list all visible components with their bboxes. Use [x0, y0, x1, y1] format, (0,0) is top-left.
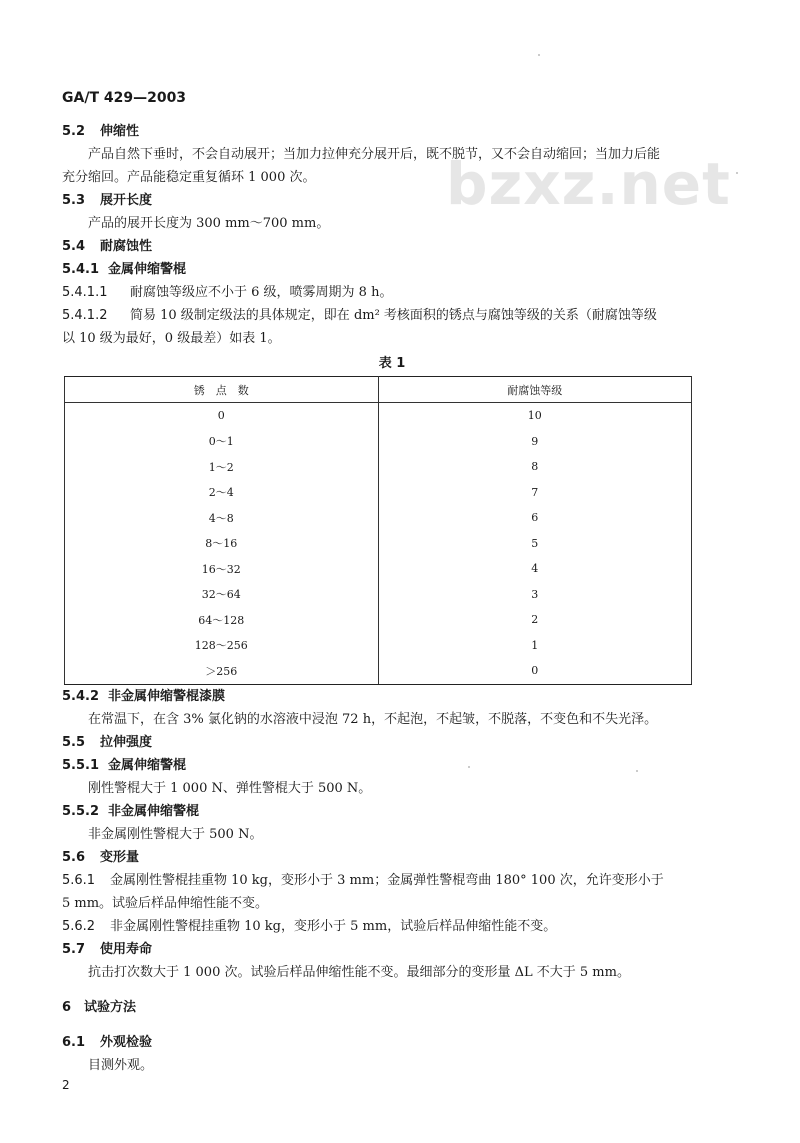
watermark: bzxz.net [446, 150, 731, 218]
table-row [65, 607, 692, 633]
cell-grade: 6 [378, 505, 692, 531]
standard-code: GA/T 429—2003 [62, 90, 187, 106]
clause-number: 5.4.1.1 [62, 285, 108, 300]
cell-rust-points: 128～256 [65, 633, 379, 659]
cell-grade: 1 [378, 633, 692, 659]
cell-rust-points: 64～128 [65, 607, 379, 633]
clause-text: 耐腐蚀等级应不小于 6 级，喷雾周期为 8 h。 [130, 285, 393, 300]
cell-rust-points: ＞256 [65, 658, 379, 684]
clause-number: 5.6.1 [62, 872, 96, 888]
section-heading-5-5 [62, 731, 722, 754]
section-heading-5-4 [62, 235, 722, 258]
section-heading-5-6 [62, 846, 722, 869]
cell-rust-points: 32～64 [65, 582, 379, 608]
section-heading-5-2 [62, 120, 722, 143]
section-heading-5-3 [62, 189, 722, 212]
clause-5-4-1-1 [62, 281, 722, 304]
section-title: 拉伸强度 [100, 734, 153, 750]
clause-5-6-1 [62, 869, 722, 892]
section-heading-5-5-2 [62, 800, 722, 823]
cell-rust-points: 16～32 [65, 556, 379, 582]
table-row [65, 531, 692, 557]
section-number: 5.5.1 [62, 757, 100, 773]
table-header-row [65, 377, 692, 403]
cell-grade: 2 [378, 607, 692, 633]
clause-5-4-1-2 [62, 304, 722, 327]
cell-rust-points: 0～1 [65, 429, 379, 455]
paragraph-continuation: 以 10 级为最好，0 级最差）如表 1。 [62, 331, 281, 346]
cell-grade: 4 [378, 556, 692, 582]
cell-grade: 7 [378, 480, 692, 506]
section-title: 变形量 [100, 849, 140, 865]
section-number: 5.6 [62, 849, 86, 865]
section-number: 5.4.1 [62, 262, 100, 277]
section-number: 5.5.2 [62, 803, 100, 819]
paragraph-continuation: 充分缩回。产品能稳定重复循环 1 000 次。 [62, 170, 316, 185]
page-number: 2 [62, 1078, 70, 1092]
section-number: 5.4 [62, 239, 86, 254]
section-title: 金属伸缩警棍 [108, 262, 187, 277]
paragraph: 刚性警棍大于 1 000 N、弹性警棍大于 500 N。 [88, 780, 372, 796]
section-number: 5.2 [62, 124, 86, 139]
table-row [65, 633, 692, 659]
column-header-corrosion-grade: 耐腐蚀等级 [378, 377, 692, 403]
cell-grade: 3 [378, 582, 692, 608]
table-row [65, 480, 692, 506]
section-title: 非金属伸缩警棍 [108, 803, 200, 819]
table-row [65, 505, 692, 531]
cell-rust-points: 8～16 [65, 531, 379, 557]
section-number: 5.5 [62, 734, 86, 750]
rust-grade-table [64, 376, 692, 685]
paragraph: 目测外观。 [88, 1057, 154, 1073]
table-row [65, 582, 692, 608]
cell-rust-points: 2～4 [65, 480, 379, 506]
section-number: 6.1 [62, 1034, 86, 1050]
section-heading-6-1 [62, 1031, 722, 1054]
cell-grade: 8 [378, 454, 692, 480]
table-row [65, 454, 692, 480]
clause-5-6-2 [62, 915, 722, 938]
section-heading-5-4-1 [62, 258, 722, 281]
section-number: 5.3 [62, 193, 86, 208]
clause-text: 简易 10 级制定级法的具体规定，即在 dm² 考核面积的锈点与腐蚀等级的关系（耐腐蚀等级 [130, 308, 657, 323]
section-title: 外观检验 [100, 1034, 153, 1050]
paragraph: 非金属刚性警棍大于 500 N。 [88, 826, 263, 842]
cell-grade: 10 [378, 403, 692, 429]
clause-text: 非金属刚性警棍挂重物 10 kg，变形小于 5 mm，试验后样品伸缩性能不变。 [110, 918, 557, 934]
table-row [65, 658, 692, 684]
table-title: 表 1 [378, 356, 406, 371]
table-row [65, 556, 692, 582]
section-title: 伸缩性 [100, 124, 140, 139]
section-title: 使用寿命 [100, 941, 153, 957]
paragraph: 在常温下，在含 3% 氯化钠的水溶液中浸泡 72 h，不起泡，不起皱，不脱落，不变色和不失光泽。 [88, 711, 658, 727]
scan-speck [538, 54, 540, 56]
cell-rust-points: 1～2 [65, 454, 379, 480]
cell-grade: 0 [378, 658, 692, 684]
paragraph: 抗击打次数大于 1 000 次。试验后样品伸缩性能不变。最细部分的变形量 ΔL 不大于 5 mm。 [88, 964, 630, 980]
section-title: 试验方法 [84, 999, 137, 1015]
cell-rust-points: 0 [65, 403, 379, 429]
clause-text: 金属刚性警棍挂重物 10 kg，变形小于 3 mm；金属弹性警棍弯曲 180° 100 次，允许变形小于 [110, 872, 664, 888]
section-title: 展开长度 [100, 193, 153, 208]
section-title: 非金属伸缩警棍漆膜 [108, 688, 226, 704]
cell-grade: 9 [378, 429, 692, 455]
scan-speck [736, 172, 738, 174]
section-number: 5.7 [62, 941, 86, 957]
section-title: 耐腐蚀性 [100, 239, 153, 254]
cell-grade: 5 [378, 531, 692, 557]
section-heading-5-5-1 [62, 754, 722, 777]
section-heading-5-4-2 [62, 685, 722, 708]
section-heading-5-7 [62, 938, 722, 961]
paragraph: 产品的展开长度为 300 mm～700 mm。 [88, 216, 330, 231]
main-content [62, 120, 722, 1077]
column-header-rust-points: 锈 点 数 [65, 377, 379, 403]
clause-number: 5.4.1.2 [62, 308, 108, 323]
section-title: 金属伸缩警棍 [108, 757, 187, 773]
paragraph-continuation: 5 mm。试验后样品伸缩性能不变。 [62, 895, 269, 911]
clause-number: 5.6.2 [62, 918, 96, 934]
section-number: 6 [62, 999, 72, 1015]
paragraph: 产品自然下垂时，不会自动展开；当加力拉伸充分展开后，既不脱节，又不会自动缩回；当加力后能 [88, 147, 661, 162]
table-row [65, 429, 692, 455]
section-heading-6 [62, 996, 722, 1019]
cell-rust-points: 4～8 [65, 505, 379, 531]
section-number: 5.4.2 [62, 688, 100, 704]
table-row [65, 403, 692, 429]
